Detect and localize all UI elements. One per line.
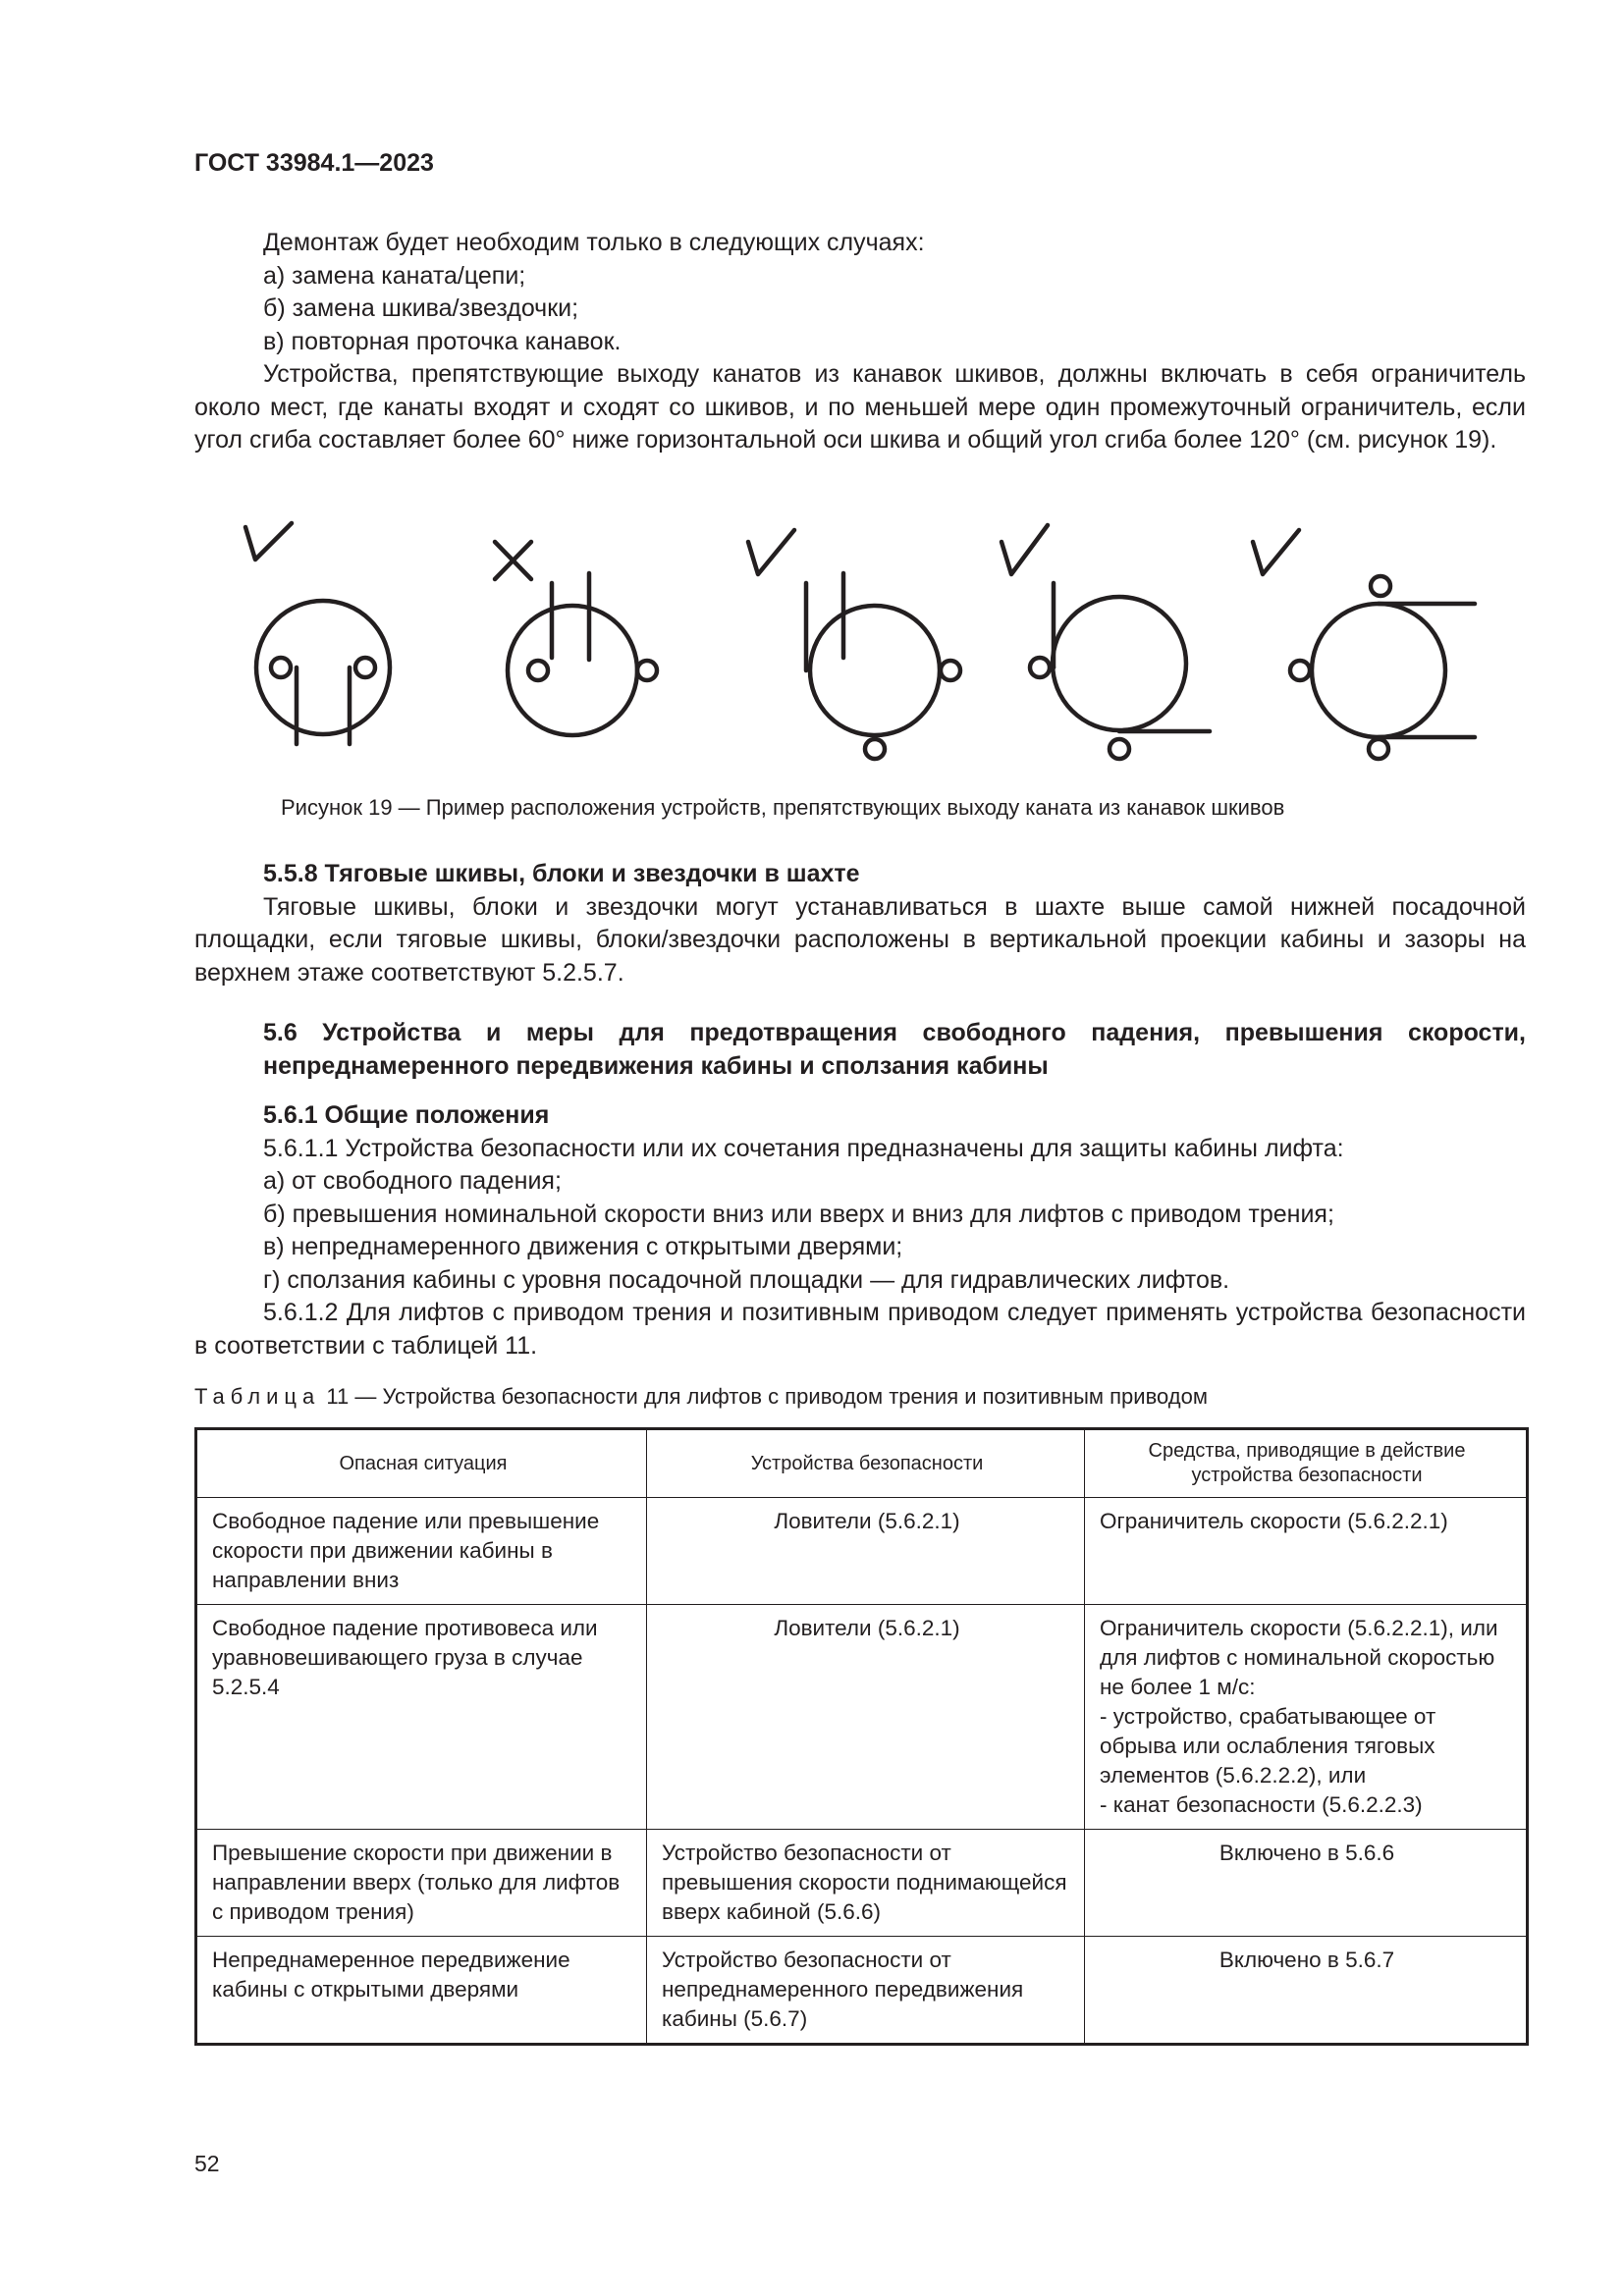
table-cell: Превышение скорости при движении в направлении вверх (только для лифтов с приводом трения) [196,1830,647,1937]
list-item: в) повторная проточка канавок. [263,327,622,355]
paragraph: Тяговые шкивы, блоки и звездочки могут устанавливаться в шахте выше самой нижней посадочной площадки, если тяговые шкивы, блоки/звездочки расположены в вертикальной проекции кабины и зазоры на верхнем этаже соответствуют 5.2.5.7. [194,892,1526,987]
document-header: ГОСТ 33984.1—2023 [194,149,434,177]
table-cell: Непреднамеренное передвижение кабины с открытыми дверями [196,1937,647,2045]
section-5-6-1 [194,1099,1526,1362]
paragraph: 5.6.1.1 Устройства безопасности или их сочетания предназначены для защиты кабины лифта: [263,1134,1344,1162]
check-mark-icon [748,530,794,574]
section-heading: 5.5.8 Тяговые шкивы, блоки и звездочки в шахте [263,860,860,887]
retainer-circle [528,661,548,680]
figure-19-diagram [194,510,1526,775]
intro-line: Демонтаж будет необходим только в следующих случаях: [263,229,925,256]
list-item: б) превышения номинальной скорости вниз или вверх и вниз для лифтов с приводом трения; [263,1200,1334,1228]
cross-mark-icon [495,542,531,579]
retainer-circle [1030,658,1050,677]
table-header-row [196,1429,1528,1498]
table-cell: Ограничитель скорости (5.6.2.2.1) [1085,1498,1528,1605]
table-cell: Ловители (5.6.2.1) [647,1605,1085,1830]
sheave-circle [810,606,940,735]
table-cell: Устройство безопасности от непреднамеренного передвижения кабины (5.6.7) [647,1937,1085,2045]
sheave-circle [1312,604,1445,737]
column-header: Устройства безопасности [647,1429,1085,1498]
column-header: Средства, приводящие в действие устройства безопасности [1085,1429,1528,1498]
table-cell: Свободное падение или превышение скорости при движении кабины в направлении вниз [196,1498,647,1605]
paragraph: Устройства, препятствующие выходу канатов из канавок шкивов, должны включать в себя ограничитель около мест, где канаты входят и сходят со шкивов, и по меньшей мере один промежуточный ограничитель, если угол сгиба составляет более 60° ниже горизонтальной оси шкива и общий угол сгиба более 120° (см. рисунок 19). [194,360,1526,454]
table-cell: Включено в 5.6.7 [1085,1937,1528,2045]
sheave-circle [1053,597,1186,730]
table-cell: Ограничитель скорости (5.6.2.2.1), или для лифтов с номинальной скоростью не более 1 м/с: - устройство, срабатывающее от обрыва или ослабления тяговых элементов (5.6.2.2.2), или - канат безопасности (5.6.2.2.3) [1085,1605,1528,1830]
table-row [196,1937,1528,2045]
retainer-circle [355,658,375,677]
table-cell: Устройство безопасности от превышения скорости поднимающейся вверх кабиной (5.6.6) [647,1830,1085,1937]
table-cell: Свободное падение противовеса или уравновешивающего груза в случае 5.2.5.4 [196,1605,647,1830]
section-5-6 [194,1017,1526,1083]
check-mark-icon [1001,525,1048,574]
table-title: 11 — Устройства безопасности для лифтов с приводом трения и позитивным приводом [326,1384,1208,1409]
safety-devices-table [194,1427,1529,2046]
figure-caption: Рисунок 19 — Пример расположения устройств, препятствующих выходу каната из канавок шкивов [281,795,1285,820]
table-cell: Включено в 5.6.6 [1085,1830,1528,1937]
list-item: а) от свободного падения; [263,1167,562,1195]
intro-block [194,227,1526,457]
check-mark-icon [245,523,292,560]
retainer-circle [271,658,291,677]
list-item: г) сползания кабины с уровня посадочной площадки — для гидравлических лифтов. [263,1265,1230,1294]
table-row [196,1498,1528,1605]
retainer-circle [941,661,960,680]
retainer-circle [1369,739,1388,759]
list-item: б) замена шкива/звездочки; [263,294,579,322]
column-header: Опасная ситуация [196,1429,647,1498]
section-heading: 5.6.1 Общие положения [263,1101,550,1129]
check-mark-icon [1253,530,1299,574]
page-number: 52 [194,2151,220,2176]
table-row [196,1830,1528,1937]
table-cell: Ловители (5.6.2.1) [647,1498,1085,1605]
list-item: в) непреднамеренного движения с открытыми дверями; [263,1233,903,1260]
retainer-circle [865,739,885,759]
section-5-5-8 [194,858,1526,989]
section-heading: 5.6 Устройства и меры для предотвращения свободного падения, превышения скорости, непреднамеренного передвижения кабины и сползания кабины [263,1019,1526,1080]
table-row [196,1605,1528,1830]
retainer-circle [637,661,657,680]
retainer-circle [1290,661,1310,680]
table-label: Таблица [194,1384,321,1409]
table-caption [194,1384,1208,1410]
paragraph: 5.6.1.2 Для лифтов с приводом трения и позитивным приводом следует применять устройства безопасности в соответствии с таблицей 11. [194,1299,1526,1360]
retainer-circle [1371,576,1390,596]
list-item: а) замена каната/цепи; [263,261,526,290]
sheave-circle [256,601,390,734]
retainer-circle [1110,739,1129,759]
